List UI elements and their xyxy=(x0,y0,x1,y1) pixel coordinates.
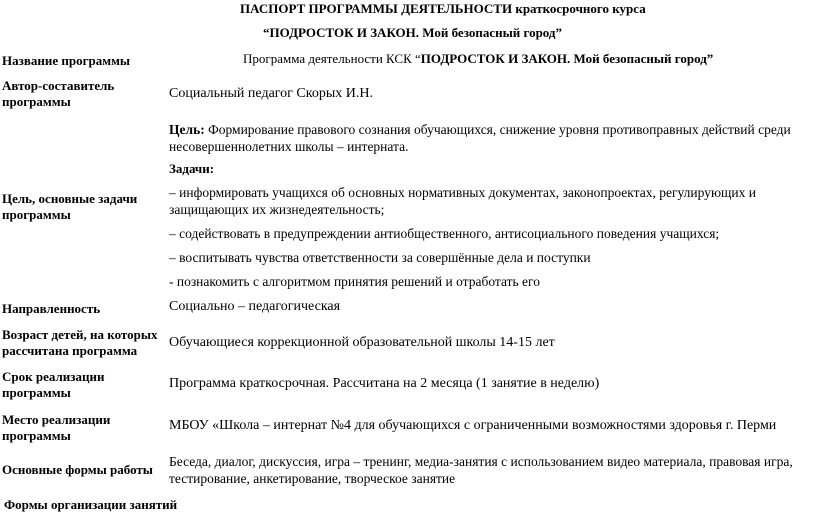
document-subtitle: “ПОДРОСТОК И ЗАКОН. Мой безопасный город” xyxy=(263,25,563,40)
value-age: Обучающиеся коррекционной образовательной школы 14-15 лет xyxy=(169,335,555,350)
label-org-forms: Формы организации занятий xyxy=(4,497,178,512)
goal-label: Цель: xyxy=(169,122,205,137)
value-author: Социальный педагог Скорых И.Н. xyxy=(169,86,373,101)
document-title: ПАСПОРТ ПРОГРАММЫ ДЕЯТЕЛЬНОСТИ краткосрочного курса xyxy=(240,1,646,16)
label-program-name: Название программы xyxy=(2,53,131,68)
value-term: Программа краткосрочная. Рассчитана на 2 месяца (1 занятие в неделю) xyxy=(169,376,600,391)
value-direction: Социально – педагогическая xyxy=(169,299,341,314)
label-author: Автор-составитель программы xyxy=(2,78,115,109)
label-direction: Направленность xyxy=(2,301,101,316)
goal-paragraph xyxy=(169,121,814,155)
task-item-2: – содействовать в предупреждении антиобщественного, антисоциального поведения учащихся; xyxy=(169,226,720,241)
label-term: Срок реализации программы xyxy=(2,369,105,400)
value-forms: Беседа, диалог, дискуссия, игра – тренинг, медиа-занятия с использованием видео материала, правовая игра, тестирование, анкетирование, творческое занятие xyxy=(169,454,793,486)
label-place: Место реализации программы xyxy=(2,412,111,443)
label-goals: Цель, основные задачи программы xyxy=(2,191,138,222)
value-place: МБОУ «Школа – интернат №4 для обучающихся с ограниченными возможностями здоровья г. Перми xyxy=(169,418,777,433)
label-age: Возраст детей, на которых рассчитана программа xyxy=(2,327,158,358)
task-item-3: – воспитывать чувства ответственности за совершённые дела и поступки xyxy=(169,250,591,265)
value-program-name xyxy=(243,51,713,67)
label-forms: Основные формы работы xyxy=(2,462,153,477)
value-program-name-bold: ПОДРОСТОК И ЗАКОН. Мой безопасный город” xyxy=(420,51,714,66)
tasks-label: Задачи: xyxy=(169,161,215,176)
value-program-name-prefix: Программа деятельности КСК “ xyxy=(243,51,421,66)
task-item-1: – информировать учащихся об основных нормативных документах, законопроектах, регулирующих и защищающих их жизнедеятельность; xyxy=(169,185,757,217)
task-item-4: - познакомить с алгоритмом принятия решений и отработать его xyxy=(169,274,540,289)
goal-text: Формирование правового сознания обучающихся, снижение уровня противоправных действий среди несовершеннолетних школы – интерната. xyxy=(169,122,791,154)
